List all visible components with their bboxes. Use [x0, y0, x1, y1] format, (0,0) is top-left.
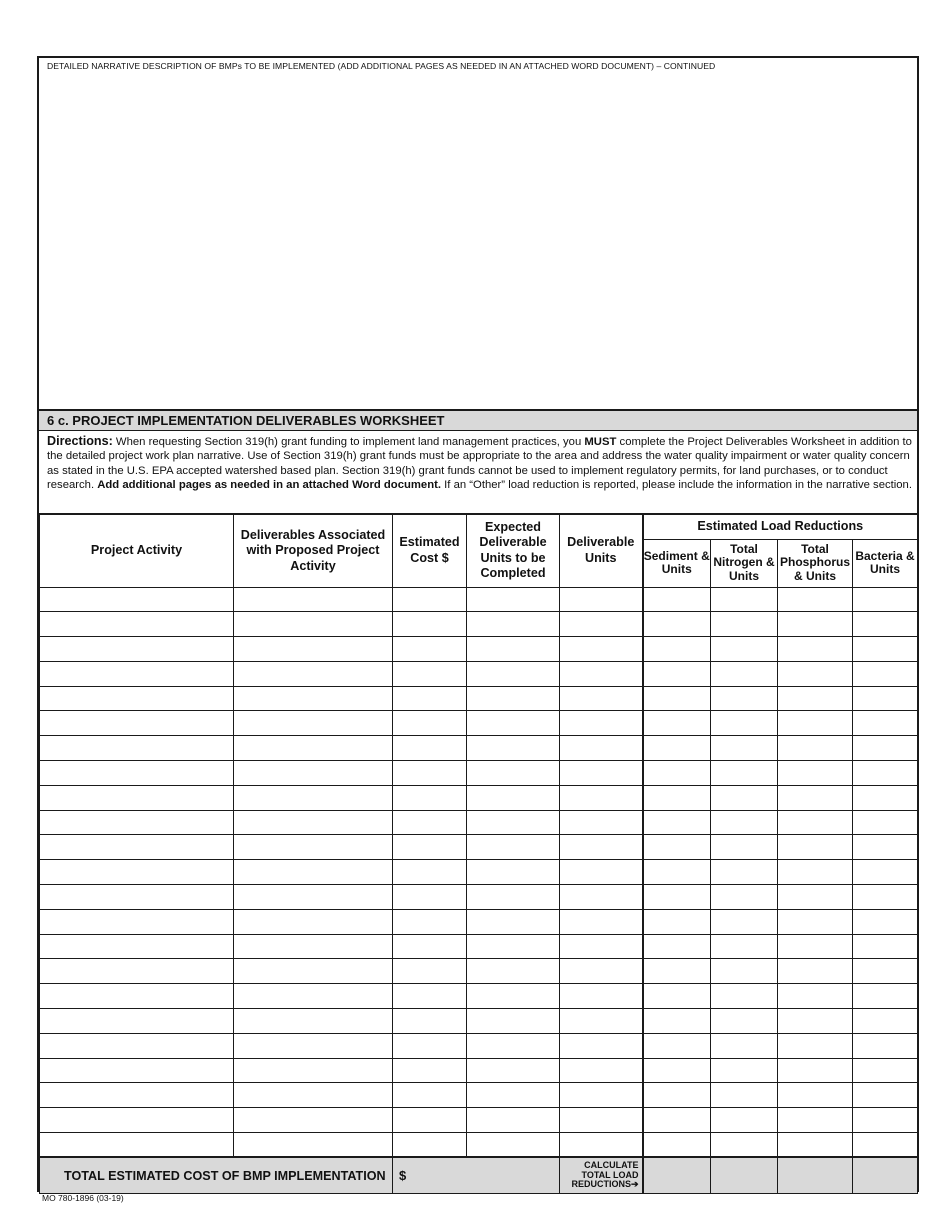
sediment-cell[interactable] — [643, 860, 711, 885]
estimated-cost-cell[interactable] — [393, 860, 467, 885]
project-activity-cell[interactable] — [40, 1133, 234, 1158]
table-row — [40, 810, 918, 835]
sediment-cell[interactable] — [643, 1108, 711, 1133]
directions-must: MUST — [584, 436, 617, 448]
deliverable-units-cell[interactable] — [560, 736, 643, 761]
expected-units-cell[interactable] — [467, 1108, 560, 1133]
sediment-cell[interactable] — [643, 909, 711, 934]
nitrogen-cell[interactable] — [711, 1083, 778, 1108]
expected-units-cell[interactable] — [467, 1083, 560, 1108]
deliverable-units-cell[interactable] — [560, 984, 643, 1009]
expected-units-cell[interactable] — [467, 1009, 560, 1034]
expected-units-cell[interactable] — [467, 1033, 560, 1058]
sediment-cell[interactable] — [643, 885, 711, 910]
nitrogen-cell[interactable] — [711, 785, 778, 810]
sediment-cell[interactable] — [643, 612, 711, 637]
project-activity-cell[interactable] — [40, 885, 234, 910]
deliverable-units-cell[interactable] — [560, 1058, 643, 1083]
nitrogen-cell[interactable] — [711, 909, 778, 934]
estimated-cost-cell[interactable] — [393, 810, 467, 835]
phosphorus-cell[interactable] — [778, 959, 853, 984]
deliverable-units-cell[interactable] — [560, 711, 643, 736]
expected-units-cell[interactable] — [467, 661, 560, 686]
nitrogen-cell[interactable] — [711, 984, 778, 1009]
sediment-cell[interactable] — [643, 761, 711, 786]
bacteria-cell[interactable] — [853, 934, 918, 959]
project-activity-cell[interactable] — [40, 810, 234, 835]
deliverable-units-cell[interactable] — [560, 1009, 643, 1034]
expected-units-cell[interactable] — [467, 934, 560, 959]
deliverables-cell[interactable] — [234, 1058, 393, 1083]
deliverable-units-cell[interactable] — [560, 587, 643, 612]
estimated-cost-cell[interactable] — [393, 1058, 467, 1083]
deliverable-units-cell[interactable] — [560, 612, 643, 637]
sediment-cell[interactable] — [643, 1058, 711, 1083]
estimated-cost-cell[interactable] — [393, 711, 467, 736]
expected-units-cell[interactable] — [467, 637, 560, 662]
deliverables-cell[interactable] — [234, 860, 393, 885]
deliverables-cell[interactable] — [234, 885, 393, 910]
table-row — [40, 637, 918, 662]
phosphorus-cell[interactable] — [778, 810, 853, 835]
bacteria-cell[interactable] — [853, 909, 918, 934]
deliverable-units-cell[interactable] — [560, 637, 643, 662]
estimated-cost-cell[interactable] — [393, 885, 467, 910]
project-activity-cell[interactable] — [40, 860, 234, 885]
deliverables-cell[interactable] — [234, 909, 393, 934]
deliverables-cell[interactable] — [234, 934, 393, 959]
header-deliverables: Deliverables Associated with Proposed Project Activity — [234, 514, 393, 587]
deliverable-units-cell[interactable] — [560, 909, 643, 934]
bacteria-cell[interactable] — [853, 587, 918, 612]
table-row — [40, 984, 918, 1009]
nitrogen-cell[interactable] — [711, 835, 778, 860]
expected-units-cell[interactable] — [467, 1133, 560, 1158]
header-nitrogen: Total Nitrogen & Units — [711, 539, 778, 587]
header-project-activity: Project Activity — [40, 514, 234, 587]
deliverables-cell[interactable] — [234, 1009, 393, 1034]
deliverables-cell[interactable] — [234, 612, 393, 637]
expected-units-cell[interactable] — [467, 612, 560, 637]
header-phosphorus: Total Phosphorus & Units — [778, 539, 853, 587]
project-activity-cell[interactable] — [40, 686, 234, 711]
expected-units-cell[interactable] — [467, 711, 560, 736]
phosphorus-cell[interactable] — [778, 835, 853, 860]
phosphorus-cell[interactable] — [778, 1108, 853, 1133]
nitrogen-cell[interactable] — [711, 885, 778, 910]
directions-part3: If an “Other” load reduction is reported, please include the information in the narrative section. — [441, 478, 912, 491]
total-cost-label: TOTAL ESTIMATED COST OF BMP IMPLEMENTATION — [40, 1157, 393, 1193]
directions-bold-note: Add additional pages as needed in an attached Word document. — [97, 478, 442, 491]
bacteria-cell[interactable] — [853, 761, 918, 786]
bacteria-cell[interactable] — [853, 711, 918, 736]
phosphorus-cell[interactable] — [778, 612, 853, 637]
project-activity-cell[interactable] — [40, 612, 234, 637]
deliverables-cell[interactable] — [234, 637, 393, 662]
estimated-cost-cell[interactable] — [393, 761, 467, 786]
estimated-cost-cell[interactable] — [393, 637, 467, 662]
sediment-cell[interactable] — [643, 934, 711, 959]
project-activity-cell[interactable] — [40, 959, 234, 984]
deliverables-cell[interactable] — [234, 1083, 393, 1108]
sediment-cell[interactable] — [643, 785, 711, 810]
calculate-load-reductions-label: CALCULATE TOTAL LOAD REDUCTIONS➔ — [560, 1157, 643, 1193]
table-row — [40, 1058, 918, 1083]
total-phosphorus-field[interactable] — [778, 1157, 853, 1193]
deliverables-table — [39, 513, 918, 1194]
table-row — [40, 686, 918, 711]
deliverables-cell[interactable] — [234, 1108, 393, 1133]
phosphorus-cell[interactable] — [778, 984, 853, 1009]
deliverable-units-cell[interactable] — [560, 885, 643, 910]
sediment-cell[interactable] — [643, 810, 711, 835]
total-sediment-field[interactable] — [643, 1157, 711, 1193]
project-activity-cell[interactable] — [40, 711, 234, 736]
bacteria-cell[interactable] — [853, 736, 918, 761]
directions-part1: When requesting Section 319(h) grant funding to implement land management practices, you — [112, 436, 585, 448]
phosphorus-cell[interactable] — [778, 587, 853, 612]
bacteria-cell[interactable] — [853, 1033, 918, 1058]
bacteria-cell[interactable] — [853, 1133, 918, 1158]
bacteria-cell[interactable] — [853, 959, 918, 984]
project-activity-cell[interactable] — [40, 785, 234, 810]
estimated-cost-cell[interactable] — [393, 612, 467, 637]
nitrogen-cell[interactable] — [711, 934, 778, 959]
bacteria-cell[interactable] — [853, 1058, 918, 1083]
project-activity-cell[interactable] — [40, 984, 234, 1009]
estimated-cost-cell[interactable] — [393, 1009, 467, 1034]
nitrogen-cell[interactable] — [711, 1009, 778, 1034]
narrative-label: DETAILED NARRATIVE DESCRIPTION OF BMPs TO BE IMPLEMENTED (ADD ADDITIONAL PAGES AS NEEDED IN AN ATTACHED WORD DOCUMENT) – CONTINUED — [47, 61, 716, 71]
project-activity-cell[interactable] — [40, 1058, 234, 1083]
sediment-cell[interactable] — [643, 686, 711, 711]
directions-part2: complete the Project Deliverables Worksheet in addition to the detailed project work plan narrative. Use of Section 319(h) grant funds must be appropriate to the area and address the water quality impairment or water quality concern as stated in the U.S. EPA accepted watershed based plan. Section 319(h) grant funds cannot be used to implement regulatory permits, for land purchases, or to conduct research. — [47, 436, 912, 491]
project-activity-cell[interactable] — [40, 587, 234, 612]
deliverables-cell[interactable] — [234, 736, 393, 761]
table-row — [40, 959, 918, 984]
expected-units-cell[interactable] — [467, 810, 560, 835]
deliverables-cell[interactable] — [234, 1133, 393, 1158]
deliverable-units-cell[interactable] — [560, 686, 643, 711]
bacteria-cell[interactable] — [853, 835, 918, 860]
deliverables-cell[interactable] — [234, 984, 393, 1009]
deliverables-cell[interactable] — [234, 785, 393, 810]
phosphorus-cell[interactable] — [778, 934, 853, 959]
header-estimated-cost: Estimated Cost $ — [393, 514, 467, 587]
estimated-cost-cell[interactable] — [393, 835, 467, 860]
bacteria-cell[interactable] — [853, 785, 918, 810]
sediment-cell[interactable] — [643, 637, 711, 662]
deliverable-units-cell[interactable] — [560, 835, 643, 860]
form-number: MO 780-1896 (03-19) — [42, 1193, 124, 1203]
sediment-cell[interactable] — [643, 661, 711, 686]
bacteria-cell[interactable] — [853, 810, 918, 835]
bacteria-cell[interactable] — [853, 860, 918, 885]
project-activity-cell[interactable] — [40, 835, 234, 860]
header-bacteria: Bacteria & Units — [853, 539, 918, 587]
sediment-cell[interactable] — [643, 711, 711, 736]
estimated-cost-cell[interactable] — [393, 934, 467, 959]
nitrogen-cell[interactable] — [711, 661, 778, 686]
deliverable-units-cell[interactable] — [560, 761, 643, 786]
deliverables-cell[interactable] — [234, 810, 393, 835]
phosphorus-cell[interactable] — [778, 761, 853, 786]
sediment-cell[interactable] — [643, 587, 711, 612]
nitrogen-cell[interactable] — [711, 1108, 778, 1133]
project-activity-cell[interactable] — [40, 934, 234, 959]
sediment-cell[interactable] — [643, 1009, 711, 1034]
table-row — [40, 661, 918, 686]
total-nitrogen-field[interactable] — [711, 1157, 778, 1193]
narrative-description-field[interactable] — [39, 58, 917, 409]
deliverable-units-cell[interactable] — [560, 1133, 643, 1158]
bacteria-cell[interactable] — [853, 1009, 918, 1034]
table-row — [40, 785, 918, 810]
sediment-cell[interactable] — [643, 959, 711, 984]
header-expected-units: Expected Deliverable Units to be Completed — [467, 514, 560, 587]
estimated-cost-cell[interactable] — [393, 909, 467, 934]
total-bacteria-field[interactable] — [853, 1157, 918, 1193]
project-activity-cell[interactable] — [40, 1083, 234, 1108]
nitrogen-cell[interactable] — [711, 637, 778, 662]
expected-units-cell[interactable] — [467, 835, 560, 860]
project-activity-cell[interactable] — [40, 761, 234, 786]
directions-lead: Directions: — [47, 434, 113, 448]
estimated-cost-cell[interactable] — [393, 1033, 467, 1058]
nitrogen-cell[interactable] — [711, 810, 778, 835]
deliverables-cell[interactable] — [234, 1033, 393, 1058]
table-row — [40, 885, 918, 910]
deliverable-units-cell[interactable] — [560, 810, 643, 835]
sediment-cell[interactable] — [643, 984, 711, 1009]
table-row — [40, 1133, 918, 1158]
sediment-cell[interactable] — [643, 736, 711, 761]
phosphorus-cell[interactable] — [778, 909, 853, 934]
sediment-cell[interactable] — [643, 1133, 711, 1158]
phosphorus-cell[interactable] — [778, 1009, 853, 1034]
phosphorus-cell[interactable] — [778, 637, 853, 662]
estimated-cost-cell[interactable] — [393, 686, 467, 711]
bacteria-cell[interactable] — [853, 885, 918, 910]
deliverable-units-cell[interactable] — [560, 661, 643, 686]
nitrogen-cell[interactable] — [711, 1133, 778, 1158]
table-row — [40, 736, 918, 761]
bacteria-cell[interactable] — [853, 1083, 918, 1108]
bacteria-cell[interactable] — [853, 686, 918, 711]
project-activity-cell[interactable] — [40, 1009, 234, 1034]
expected-units-cell[interactable] — [467, 860, 560, 885]
estimated-cost-cell[interactable] — [393, 959, 467, 984]
phosphorus-cell[interactable] — [778, 785, 853, 810]
deliverables-cell[interactable] — [234, 711, 393, 736]
nitrogen-cell[interactable] — [711, 736, 778, 761]
nitrogen-cell[interactable] — [711, 1058, 778, 1083]
project-activity-cell[interactable] — [40, 661, 234, 686]
phosphorus-cell[interactable] — [778, 1133, 853, 1158]
bacteria-cell[interactable] — [853, 1108, 918, 1133]
expected-units-cell[interactable] — [467, 686, 560, 711]
nitrogen-cell[interactable] — [711, 587, 778, 612]
project-activity-cell[interactable] — [40, 736, 234, 761]
project-activity-cell[interactable] — [40, 1033, 234, 1058]
estimated-cost-cell[interactable] — [393, 1083, 467, 1108]
sediment-cell[interactable] — [643, 835, 711, 860]
estimated-cost-cell[interactable] — [393, 1108, 467, 1133]
nitrogen-cell[interactable] — [711, 1033, 778, 1058]
bacteria-cell[interactable] — [853, 984, 918, 1009]
phosphorus-cell[interactable] — [778, 686, 853, 711]
deliverable-units-cell[interactable] — [560, 785, 643, 810]
nitrogen-cell[interactable] — [711, 761, 778, 786]
table-row — [40, 761, 918, 786]
table-row — [40, 835, 918, 860]
table-row — [40, 1009, 918, 1034]
table-row — [40, 1083, 918, 1108]
header-load-reductions: Estimated Load Reductions — [643, 514, 918, 539]
phosphorus-cell[interactable] — [778, 1058, 853, 1083]
deliverables-cell[interactable] — [234, 587, 393, 612]
expected-units-cell[interactable] — [467, 909, 560, 934]
expected-units-cell[interactable] — [467, 959, 560, 984]
estimated-cost-cell[interactable] — [393, 785, 467, 810]
nitrogen-cell[interactable] — [711, 686, 778, 711]
estimated-cost-cell[interactable] — [393, 587, 467, 612]
expected-units-cell[interactable] — [467, 1058, 560, 1083]
deliverables-cell[interactable] — [234, 661, 393, 686]
header-sediment: Sediment & Units — [643, 539, 711, 587]
nitrogen-cell[interactable] — [711, 959, 778, 984]
table-row — [40, 1108, 918, 1133]
deliverable-units-cell[interactable] — [560, 1083, 643, 1108]
bacteria-cell[interactable] — [853, 637, 918, 662]
bacteria-cell[interactable] — [853, 612, 918, 637]
bacteria-cell[interactable] — [853, 661, 918, 686]
expected-units-cell[interactable] — [467, 785, 560, 810]
sediment-cell[interactable] — [643, 1083, 711, 1108]
phosphorus-cell[interactable] — [778, 1033, 853, 1058]
sediment-cell[interactable] — [643, 1033, 711, 1058]
project-activity-cell[interactable] — [40, 1108, 234, 1133]
phosphorus-cell[interactable] — [778, 885, 853, 910]
deliverable-units-cell[interactable] — [560, 934, 643, 959]
estimated-cost-cell[interactable] — [393, 984, 467, 1009]
expected-units-cell[interactable] — [467, 587, 560, 612]
nitrogen-cell[interactable] — [711, 860, 778, 885]
header-deliverable-units: Deliverable Units — [560, 514, 643, 587]
deliverable-units-cell[interactable] — [560, 1033, 643, 1058]
phosphorus-cell[interactable] — [778, 711, 853, 736]
table-row — [40, 1033, 918, 1058]
deliverable-units-cell[interactable] — [560, 1108, 643, 1133]
estimated-cost-cell[interactable] — [393, 661, 467, 686]
phosphorus-cell[interactable] — [778, 860, 853, 885]
deliverables-cell[interactable] — [234, 959, 393, 984]
directions-text — [47, 434, 913, 492]
expected-units-cell[interactable] — [467, 885, 560, 910]
deliverables-cell[interactable] — [234, 761, 393, 786]
table-row — [40, 860, 918, 885]
phosphorus-cell[interactable] — [778, 736, 853, 761]
expected-units-cell[interactable] — [467, 761, 560, 786]
section-title: 6 c. PROJECT IMPLEMENTATION DELIVERABLES WORKSHEET — [39, 409, 917, 431]
table-row — [40, 909, 918, 934]
deliverable-units-cell[interactable] — [560, 860, 643, 885]
estimated-cost-cell[interactable] — [393, 1133, 467, 1158]
project-activity-cell[interactable] — [40, 637, 234, 662]
expected-units-cell[interactable] — [467, 736, 560, 761]
table-row — [40, 711, 918, 736]
table-row — [40, 612, 918, 637]
table-row — [40, 934, 918, 959]
nitrogen-cell[interactable] — [711, 612, 778, 637]
table-body — [40, 587, 918, 1157]
phosphorus-cell[interactable] — [778, 661, 853, 686]
project-activity-cell[interactable] — [40, 909, 234, 934]
deliverables-cell[interactable] — [234, 835, 393, 860]
deliverable-units-cell[interactable] — [560, 959, 643, 984]
total-cost-field[interactable]: $ — [393, 1157, 560, 1193]
phosphorus-cell[interactable] — [778, 1083, 853, 1108]
deliverables-cell[interactable] — [234, 686, 393, 711]
nitrogen-cell[interactable] — [711, 711, 778, 736]
estimated-cost-cell[interactable] — [393, 736, 467, 761]
worksheet-form — [37, 56, 919, 1192]
expected-units-cell[interactable] — [467, 984, 560, 1009]
table-row — [40, 587, 918, 612]
